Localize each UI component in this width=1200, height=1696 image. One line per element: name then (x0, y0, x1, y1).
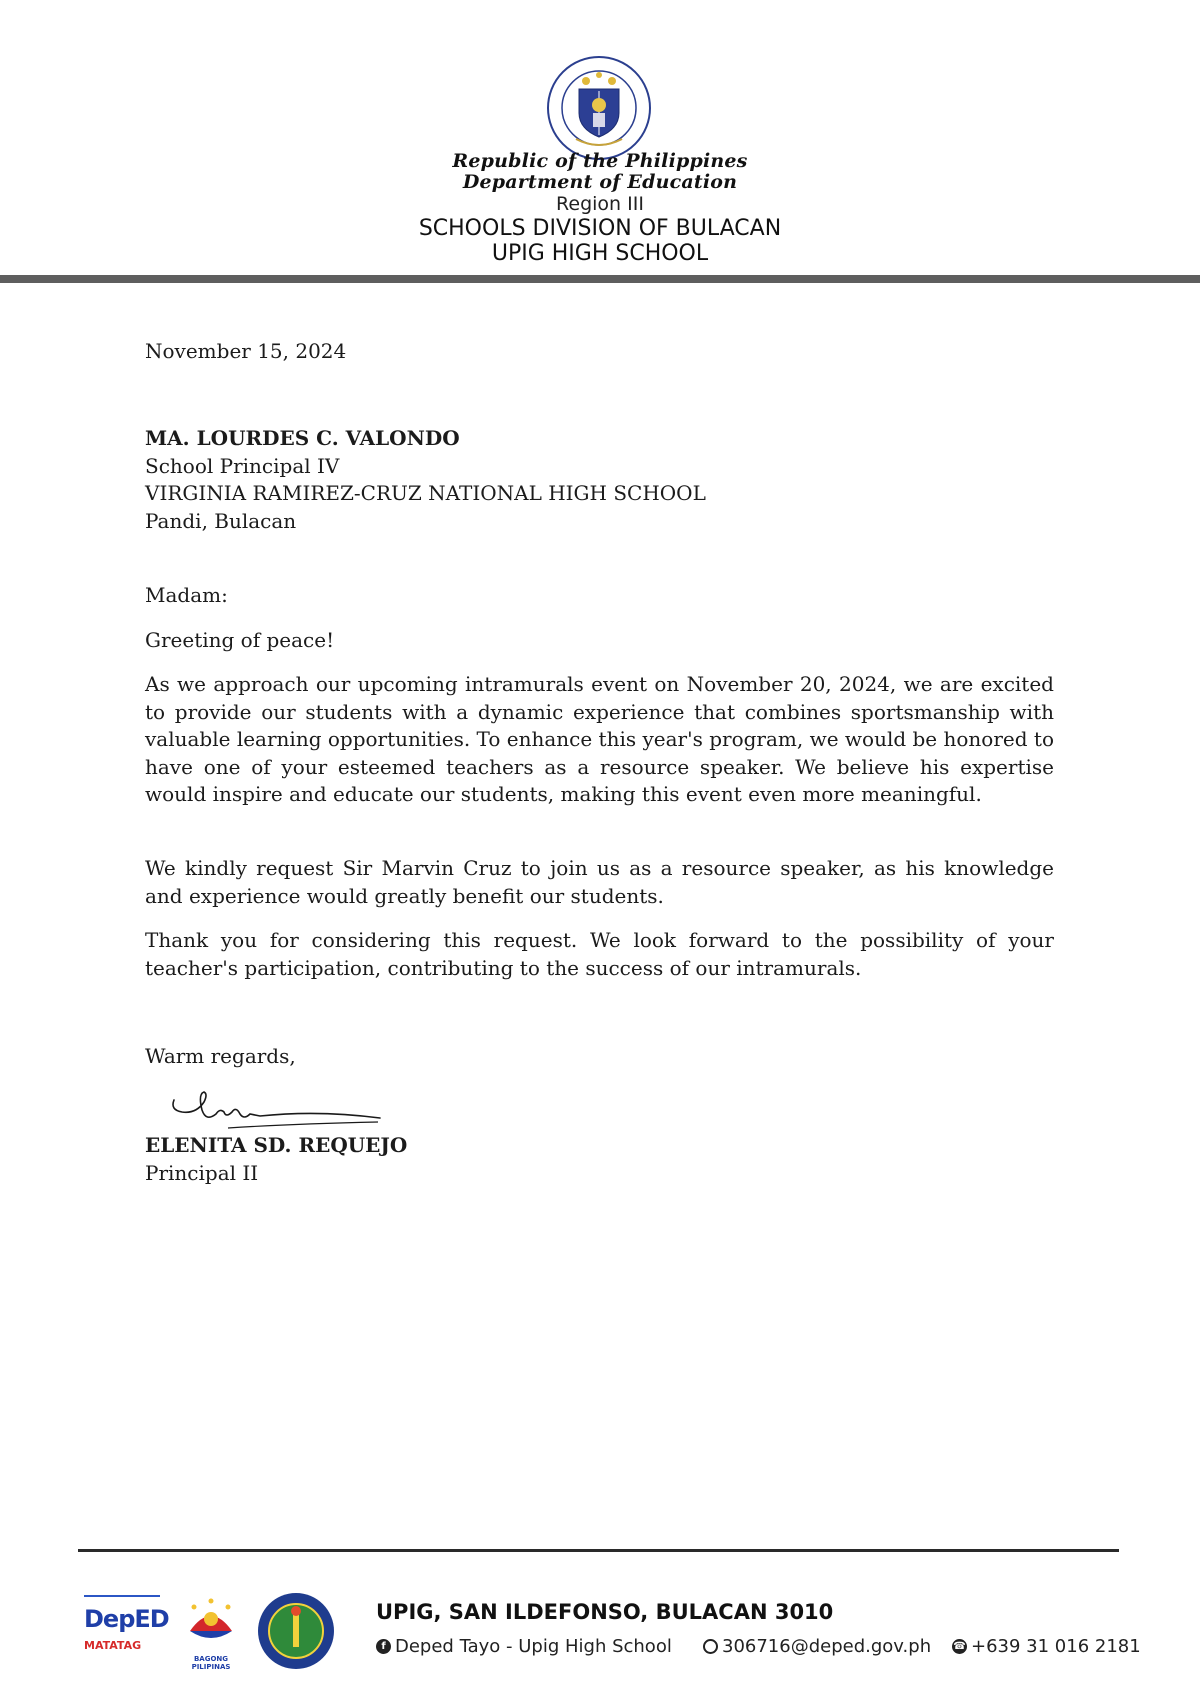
school-line: UPIG HIGH SCHOOL (491, 241, 709, 266)
department-line: Department of Education (462, 171, 738, 193)
phone-contact[interactable] (952, 1636, 1141, 1657)
header-divider (0, 275, 1200, 283)
body-paragraph: Thank you for considering this request. We look forward to the possibility of your teacher's participation, contributing to the success of our intramurals. (145, 928, 1054, 980)
republic-line: Republic of the Philippines (452, 150, 748, 172)
letter-date: November 15, 2024 (145, 339, 347, 363)
facebook-contact[interactable] (376, 1636, 672, 1657)
facebook-text: Deped Tayo - Upig High School (395, 1636, 672, 1657)
recipient-school: VIRGINIA RAMIREZ-CRUZ NATIONAL HIGH SCHOOL (145, 481, 706, 505)
bagong-pilipinas-logo: BAGONG PILIPINAS (176, 1595, 246, 1667)
salutation: Madam: (145, 583, 228, 607)
recipient-position: School Principal IV (145, 454, 340, 478)
recipient-name: MA. LOURDES C. VALONDO (145, 426, 460, 450)
signatory-name: ELENITA SD. REQUEJO (145, 1133, 408, 1157)
phone-text: +639 31 016 2181 (971, 1636, 1141, 1657)
facebook-icon: f (376, 1639, 391, 1654)
signature-image (168, 1088, 388, 1138)
greeting: Greeting of peace! (145, 628, 335, 652)
footer-divider (78, 1549, 1119, 1552)
deped-seal-logo (546, 55, 652, 161)
body-paragraph: We kindly request Sir Marvin Cruz to join us as a resource speaker, as his knowledge and experience would greatly benefit our students. (145, 856, 1054, 908)
phone-icon: ☎ (953, 1641, 966, 1652)
region-line: Region III (556, 193, 644, 215)
school-address: UPIG, SAN ILDEFONSO, BULACAN 3010 (376, 1600, 834, 1624)
deped-matatag-logo: DepED MATATAG (84, 1595, 160, 1667)
recipient-location: Pandi, Bulacan (145, 509, 297, 533)
closing: Warm regards, (145, 1044, 296, 1068)
signatory-position: Principal II (145, 1161, 259, 1185)
email-text: 306716@deped.gov.ph (722, 1636, 932, 1657)
school-seal-logo (256, 1591, 336, 1671)
email-icon (703, 1639, 718, 1654)
email-contact[interactable] (703, 1636, 931, 1657)
division-line: SCHOOLS DIVISION OF BULACAN (418, 216, 782, 241)
body-paragraph: As we approach our upcoming intramurals event on November 20, 2024, we are excited to provide our students with a dynamic experience that combines sportsmanship with valuable learning opportunities. To enhance this year's program, we would be honored to have one of your esteemed teachers as a resource speaker. We believe his expertise would inspire and educate our students, making this event even more meaningful. (145, 672, 1054, 806)
